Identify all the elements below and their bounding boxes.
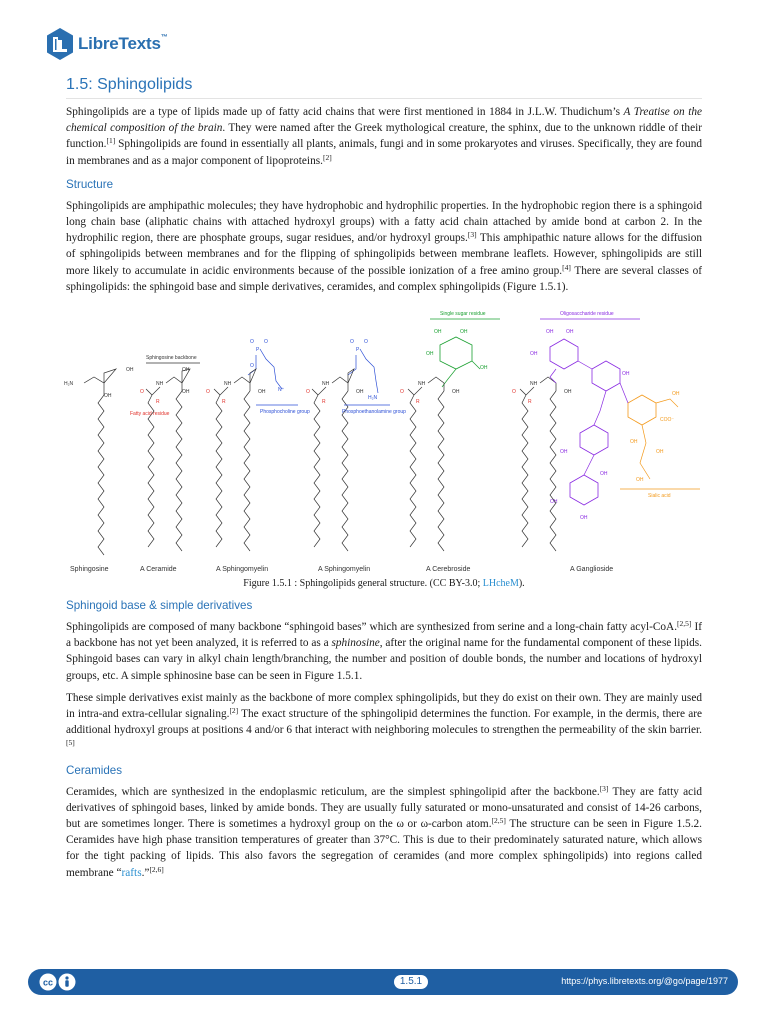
citation[interactable]: [1] (106, 136, 116, 146)
svg-text:P: P (256, 347, 260, 354)
figure-sphingolipid-structures (60, 303, 720, 575)
label-fatty-acid-residue: Fatty acid residue (130, 411, 170, 418)
rafts-link[interactable]: rafts (121, 866, 142, 879)
svg-text:OH: OH (546, 329, 554, 336)
svg-text:NH: NH (322, 381, 330, 388)
citation[interactable]: [4] (562, 262, 571, 272)
libretexts-logo-icon (46, 27, 74, 61)
structure-label-sphingosine: Sphingosine (70, 566, 109, 574)
svg-text:R: R (322, 399, 326, 406)
svg-text:O: O (364, 339, 368, 346)
svg-text:R: R (222, 399, 226, 406)
svg-text:NH: NH (224, 381, 232, 388)
svg-text:OH: OH (622, 371, 630, 378)
svg-text:OH: OH (480, 365, 488, 372)
citation[interactable]: [2,5] (491, 816, 506, 826)
svg-text:O: O (250, 363, 254, 370)
svg-text:COO⁻: COO⁻ (660, 417, 675, 424)
svg-text:O: O (306, 389, 310, 396)
structure-label-ganglioside: A Ganglioside (570, 566, 614, 574)
svg-text:cc: cc (42, 977, 54, 988)
svg-text:OH: OH (580, 515, 588, 522)
section-heading-structure: Structure (66, 177, 114, 191)
page-title: 1.5: Sphingolipids (66, 76, 702, 99)
svg-text:OH: OH (258, 389, 266, 396)
svg-text:O: O (250, 339, 254, 346)
svg-text:O: O (206, 389, 210, 396)
svg-text:OH: OH (356, 389, 364, 396)
label-phosphoethanolamine-group: Phosphoethanolamine group (342, 409, 406, 416)
sphingoid-paragraph-2: These simple derivatives exist mainly as the backbone of more complex sphingolipids, but they do exist on their own. They are mainly used in intra-and extra-cellular signaling.[2] The exact structure of the sphingolipid determines the function. For example, in the dermis, there are additional hydroxyl groups at positions 4 and/or 6 that interact with neighboring molecules to strengthen the permeability of the skin barrier.[5] (66, 691, 702, 748)
section-heading-ceramides: Ceramides (66, 763, 123, 777)
label-single-sugar: Single sugar residue (440, 311, 486, 318)
svg-text:OH: OH (530, 351, 538, 358)
citation[interactable]: [3] (467, 230, 477, 240)
svg-text:H₂N: H₂N (64, 381, 74, 388)
label-sialic-acid: Sialic acid (648, 493, 671, 500)
svg-text:OH: OH (434, 329, 442, 336)
svg-text:R: R (528, 399, 532, 406)
svg-text:O: O (400, 389, 404, 396)
svg-text:R: R (156, 399, 160, 406)
svg-text:H₂N: H₂N (368, 395, 378, 402)
citation[interactable]: [2,5] (677, 619, 692, 629)
svg-text:OH: OH (564, 389, 572, 396)
svg-text:OH: OH (452, 389, 460, 396)
svg-text:OH: OH (600, 471, 608, 478)
label-sphingosine-backbone: Sphingosine backbone (146, 355, 197, 362)
page-url[interactable]: https://phys.libretexts.org/@go/page/1977 (561, 976, 728, 986)
cc-by-license-icon[interactable] (38, 972, 78, 992)
citation[interactable]: [2] (322, 152, 332, 162)
structures-diagram (60, 303, 720, 575)
svg-text:OH: OH (672, 391, 680, 398)
svg-text:OH: OH (566, 329, 574, 336)
svg-text:OH: OH (126, 367, 134, 374)
citation[interactable]: [5] (66, 738, 75, 748)
section-heading-sphingoid: Sphingoid base & simple derivatives (66, 599, 253, 613)
page-footer (28, 969, 738, 995)
logo-text: LibreTexts™ (78, 34, 168, 53)
svg-text:P: P (356, 347, 360, 354)
citation[interactable]: [2,6] (149, 864, 164, 874)
svg-text:OH: OH (426, 351, 434, 358)
svg-text:NH: NH (156, 381, 164, 388)
label-oligosaccharide: Oligosaccharide residue (560, 311, 614, 318)
svg-text:OH: OH (656, 449, 664, 456)
structure-label-sphingomyelin: A Sphingomyelin (318, 566, 371, 574)
svg-text:OH: OH (182, 367, 190, 374)
sphingoid-paragraph-1: Sphingolipids are composed of many backbone “sphingoid bases” which are synthesized from serine and a long-chain fatty acyl-CoA.[2,5] If a backbone has not yet been analyzed, it is referred to as a sphinosine, after the original name for the fundamental component of these lipids. Sphingoid bases can vary in alkyl chain length/branching, the number and position of double bonds, the number and locations of hydroxyl groups, etc. A simple sphinosine base can be seen in Figure 1.5.1. (66, 619, 702, 682)
svg-text:OH: OH (636, 477, 644, 484)
svg-text:NH: NH (418, 381, 426, 388)
svg-text:N⁺: N⁺ (278, 387, 285, 394)
structure-label-cerebroside: A Cerebroside (426, 566, 471, 574)
page-number-badge: 1.5.1 (394, 975, 428, 989)
figure-caption: Figure 1.5.1 : Sphingolipids general structure. (CC BY-3.0; LHcheM). (243, 578, 525, 590)
svg-text:R: R (416, 399, 420, 406)
svg-text:OH: OH (630, 439, 638, 446)
svg-text:O: O (140, 389, 144, 396)
svg-text:O: O (512, 389, 516, 396)
structure-label-sphingomyelin: A Sphingomyelin (216, 566, 269, 574)
svg-text:OH: OH (182, 389, 190, 396)
svg-text:O: O (264, 339, 268, 346)
citation[interactable]: [3] (599, 783, 609, 793)
structure-paragraph: Sphingolipids are amphipathic molecules; they have hydrophobic and hydrophilic properties. In the hydrophobic region there is a sphingoid long chain base (aliphatic chains with attached hydroxyl groups) with a fatty acid chain attached by amide bond at carbon 2. In the hydrophilic region, there are phosphate groups, sugar residues, and/or hydroxyl groups.[3] This amphipathic nature allows for the diffusion of sphingolipids between membranes and for the flipping of sphingolipids between membrane leaflets. However, sphingolipids are still more likely to accumulate in acidic environments because of the possible ionization of a free amino group.[4] There are several classes of sphingolipids: the sphingoid base and simple derivatives, ceramides, and complex sphingolipids (Figure 1.5.1). (66, 199, 702, 293)
svg-text:OH: OH (550, 499, 558, 506)
svg-text:OH: OH (460, 329, 468, 336)
svg-text:O: O (350, 339, 354, 346)
caption-link[interactable]: LHcheM (482, 578, 519, 590)
libretexts-logo[interactable] (46, 27, 168, 61)
ceramides-paragraph: Ceramides, which are synthesized in the endoplasmic reticulum, are the simplest sphingolipid after the backbone.[3] They are fatty acid derivatives of sphingoid bases, linked by amide bonds. They are usually fully saturated or mono-unsaturated and consist of 14-26 carbons, but are sometimes longer. There is sometimes a hydroxyl group on the ω or ω-carbon atom.[2,5] The structure can be seen in Figure 1.5.2. Ceramides have high phase transition temperatures of greater than 37°C. This is due to their predominately saturated nature, which allows for the tight packing of lipids. This also favors the segregation of ceramides (and more complex sphingolipids) into regions called membrane “rafts.”[2,6] (66, 783, 702, 879)
label-phosphocholine-group: Phosphocholine group (260, 409, 310, 416)
svg-text:NH: NH (530, 381, 538, 388)
structure-label-ceramide: A Ceramide (140, 566, 177, 574)
intro-paragraph: Sphingolipids are a type of lipids made up of fatty acid chains that were first mentioned in 1884 in J.L.W. Thudichum’s A Treatise on the chemical composition of the brain. They were named after the Greek mythological creature, the sphinx, due to the unknown riddle of their function.[1] Sphingolipids are found in essentially all plants, animals, fungi and in some prokaryotes and viruses. Specifically, they are found in membranes and as a major component of lipoproteins.[2] (66, 106, 702, 167)
citation[interactable]: [2] (229, 706, 239, 716)
svg-text:OH: OH (560, 449, 568, 456)
article-body (66, 104, 702, 887)
svg-text:OH: OH (104, 393, 112, 400)
